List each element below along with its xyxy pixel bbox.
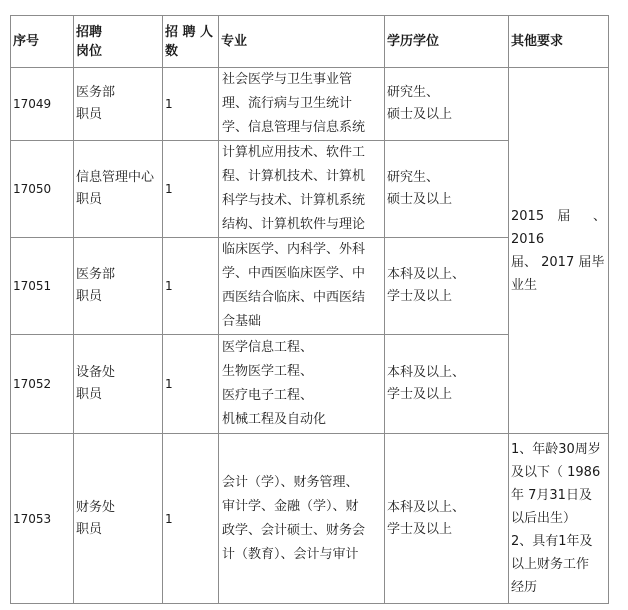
major-cell bbox=[219, 68, 385, 141]
major-line: 临床医学、内科学、外科 bbox=[222, 242, 366, 257]
major-line: 生物医学工程、 bbox=[222, 364, 314, 379]
position-cell bbox=[74, 238, 163, 335]
header-other: 其他要求 bbox=[509, 16, 609, 68]
degree-line: 学士及以上 bbox=[387, 521, 453, 537]
degree-line: 硕士及以上 bbox=[387, 192, 453, 207]
position-cell bbox=[74, 141, 163, 238]
major-line: 计（教育）、会计与审计 bbox=[222, 546, 359, 562]
table-row bbox=[11, 434, 609, 604]
degree-line: 学士及以上 bbox=[387, 289, 453, 304]
other-line: 以上财务工作 bbox=[511, 557, 590, 572]
header-seq: 序号 bbox=[11, 16, 74, 68]
position-line: 财务处 bbox=[76, 499, 116, 515]
degree-line: 本科及以上、 bbox=[387, 499, 466, 515]
other-line: 1、年龄30周岁 bbox=[511, 442, 601, 457]
position-cell bbox=[74, 68, 163, 141]
seq-cell: 17052 bbox=[11, 335, 74, 434]
other-line: 届、 2017 届毕 bbox=[511, 254, 605, 270]
other-line: 年 7月31日及 bbox=[511, 488, 592, 503]
major-line: 计算机应用技术、软件工 bbox=[222, 145, 366, 160]
major-line: 理、流行病与卫生统计 bbox=[222, 96, 353, 111]
header-position-line-1: 招聘 bbox=[76, 24, 103, 40]
position-line: 医务部 bbox=[76, 85, 116, 100]
degree-line: 研究生、 bbox=[387, 85, 440, 100]
count-cell: 1 bbox=[163, 68, 219, 141]
major-line: 西医结合临床、中西医结 bbox=[222, 290, 366, 305]
degree-line: 学士及以上 bbox=[387, 387, 453, 402]
major-line: 会计（学）、财务管理、 bbox=[222, 474, 359, 490]
degree-line: 本科及以上、 bbox=[387, 267, 466, 282]
major-line: 程、计算机技术、计算机 bbox=[222, 169, 366, 184]
major-line: 医学信息工程、 bbox=[222, 340, 314, 355]
degree-line: 研究生、 bbox=[387, 170, 440, 185]
other-line: 业生 bbox=[511, 277, 538, 293]
position-line: 设备处 bbox=[76, 365, 116, 380]
count-cell: 1 bbox=[163, 434, 219, 604]
header-position bbox=[74, 16, 163, 68]
other-requirements-cell bbox=[509, 434, 609, 604]
position-line: 职员 bbox=[76, 521, 103, 537]
position-line: 信息管理中心 bbox=[76, 170, 155, 185]
seq-cell: 17051 bbox=[11, 238, 74, 335]
seq-cell: 17053 bbox=[11, 434, 74, 604]
other-line: 2015 届 、 2016 bbox=[511, 208, 606, 247]
position-cell bbox=[74, 335, 163, 434]
position-line: 职员 bbox=[76, 192, 103, 207]
header-count-line-2: 数 bbox=[165, 43, 179, 59]
major-cell bbox=[219, 238, 385, 335]
header-count-line-1: 招 聘 人 bbox=[165, 24, 214, 40]
degree-line: 硕士及以上 bbox=[387, 107, 453, 122]
major-line: 医疗电子工程、 bbox=[222, 388, 314, 403]
position-cell bbox=[74, 434, 163, 604]
major-line: 社会医学与卫生事业管 bbox=[222, 72, 353, 87]
header-position-line-2: 岗位 bbox=[76, 43, 103, 59]
recruitment-table bbox=[10, 15, 609, 604]
header-major: 专业 bbox=[219, 16, 385, 68]
degree-cell bbox=[385, 68, 509, 141]
major-line: 合基础 bbox=[222, 314, 262, 329]
header-row bbox=[11, 16, 609, 68]
degree-line: 本科及以上、 bbox=[387, 365, 466, 380]
other-requirements-merged-cell bbox=[509, 68, 609, 434]
major-line: 科学与技术、计算机系统 bbox=[222, 193, 366, 208]
other-line: 2、具有1年及 bbox=[511, 534, 593, 549]
seq-cell: 17049 bbox=[11, 68, 74, 141]
major-line: 审计学、金融（学）、财 bbox=[222, 498, 359, 514]
major-cell bbox=[219, 141, 385, 238]
degree-cell bbox=[385, 335, 509, 434]
other-line: 以后出生） bbox=[511, 511, 577, 526]
count-cell: 1 bbox=[163, 335, 219, 434]
major-cell bbox=[219, 335, 385, 434]
position-line: 职员 bbox=[76, 107, 103, 122]
position-line: 职员 bbox=[76, 289, 103, 304]
degree-cell bbox=[385, 141, 509, 238]
count-cell: 1 bbox=[163, 238, 219, 335]
header-degree: 学历学位 bbox=[385, 16, 509, 68]
header-count bbox=[163, 16, 219, 68]
major-line: 结构、计算机软件与理论 bbox=[222, 217, 366, 232]
seq-cell: 17050 bbox=[11, 141, 74, 238]
major-cell bbox=[219, 434, 385, 604]
table-row bbox=[11, 68, 609, 141]
major-line: 学、信息管理与信息系统 bbox=[222, 120, 366, 135]
major-line: 学、中西医临床医学、中 bbox=[222, 266, 366, 281]
degree-cell bbox=[385, 434, 509, 604]
other-line: 及以下（ 1986 bbox=[511, 465, 601, 480]
degree-cell bbox=[385, 238, 509, 335]
position-line: 职员 bbox=[76, 387, 103, 402]
major-line: 政学、会计硕士、财务会 bbox=[222, 522, 366, 538]
other-line: 经历 bbox=[511, 580, 538, 595]
position-line: 医务部 bbox=[76, 267, 116, 282]
major-line: 机械工程及自动化 bbox=[222, 412, 327, 427]
count-cell: 1 bbox=[163, 141, 219, 238]
